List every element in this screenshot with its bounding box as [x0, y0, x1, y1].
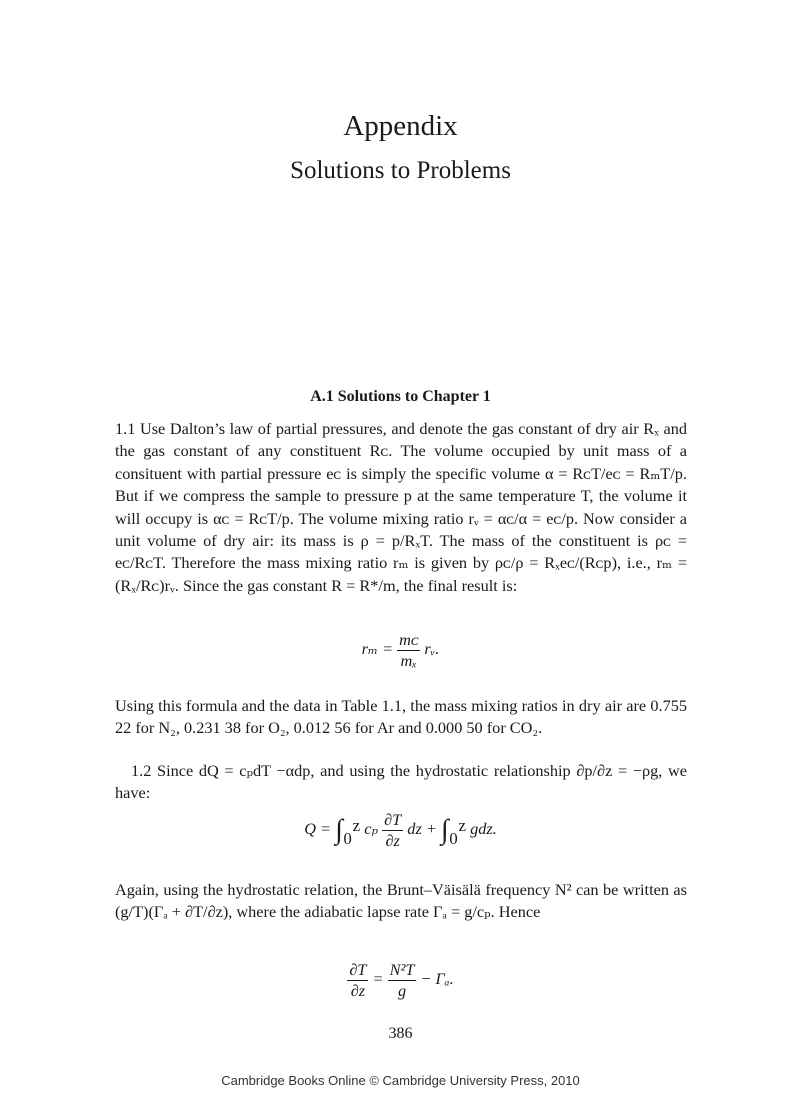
eq2-denominator: ∂z — [382, 830, 403, 851]
equation-heat-integral — [0, 810, 801, 851]
eq2-cp: cₚ — [364, 819, 379, 839]
eq1-lhs: rₘ = — [361, 639, 394, 659]
paragraph-1-1: 1.1 Use Dalton’s law of partial pressures, and denote the gas constant of dry air Rₓ and the gas constant of any constituent Rᴄ. The volume occupied by unit mass of a consituent with partial pressure eᴄ is simply the specific volume α = RᴄT/eᴄ = RₘT/p. But if we compress the sample to pressure p at the same temperature T, the volume it will occupy is αᴄ = RᴄT/p. The volume mixing ratio rᵥ = αᴄ/α = eᴄ/p. Now consider a unit volume of dry air: its mass is ρ = p/RₓT. The mass of the constituent is ρᴄ = eᴄ/RᴄT. Therefore the mass mixing ratio rₘ is given by ρᴄ/ρ = Rₓeᴄ/(Rᴄp), i.e., rₘ = (Rₓ/Rᴄ)rᵥ. Since the gas constant R = R*/m, the final result is: — [115, 419, 687, 595]
eq3-numerator-right: N²T — [389, 960, 415, 979]
paragraph-mixing-results: Using this formula and the data in Table 1.1, the mass mixing ratios in dry air are 0.755 22 for N₂, 0.231 38 for O₂, 0.012 56 for Ar and 0.000 50 for CO₂. — [115, 696, 687, 738]
eq1-numerator: mᴄ — [399, 630, 419, 649]
eq2-lhs: Q = — [304, 819, 332, 839]
eq1-fraction — [397, 630, 420, 671]
eq3-rhs: − Γₐ. — [420, 969, 454, 989]
footer-copyright: Cambridge Books Online © Cambridge University Press, 2010 — [221, 1073, 580, 1088]
paragraph-brunt-vaisala: Again, using the hydrostatic relation, the Brunt–Väisälä frequency N² can be written as (g/T)(Γₐ + ∂T/∂z), where the adiabatic lapse rate Γₐ = g/cₚ. Hence — [115, 880, 687, 922]
section-heading: A.1 Solutions to Chapter 1 — [310, 388, 491, 405]
equation-mass-mixing-ratio — [0, 630, 801, 671]
eq2-fraction — [382, 810, 403, 851]
page-number: 386 — [388, 1025, 413, 1042]
eq3-fraction-right — [388, 960, 417, 1001]
eq3-equals: = — [372, 969, 384, 989]
eq2-numerator: ∂T — [384, 810, 402, 829]
eq2-rhs: gdz. — [470, 819, 497, 839]
equation-lapse-rate — [0, 960, 801, 1001]
eq2-mid: dz + — [407, 819, 437, 839]
eq3-numerator-left: ∂T — [349, 960, 367, 979]
page-title: Appendix — [343, 110, 458, 142]
eq3-fraction-left — [347, 960, 368, 1001]
eq1-rhs: rᵥ. — [424, 639, 440, 659]
paragraph-1-2: 1.2 Since dQ = cₚdT −αdp, and using the hydrostatic relationship ∂p/∂z = −ρg, we have: — [115, 761, 687, 803]
integral-sign-icon: ∫₀ᶻ — [440, 814, 467, 846]
page-subtitle: Solutions to Problems — [290, 157, 511, 184]
eq1-denominator: mₓ — [397, 650, 420, 671]
integral-sign-icon: ∫₀ᶻ — [335, 814, 361, 846]
eq3-denominator-right: g — [388, 980, 417, 1001]
eq3-denominator-left: ∂z — [347, 980, 368, 1001]
